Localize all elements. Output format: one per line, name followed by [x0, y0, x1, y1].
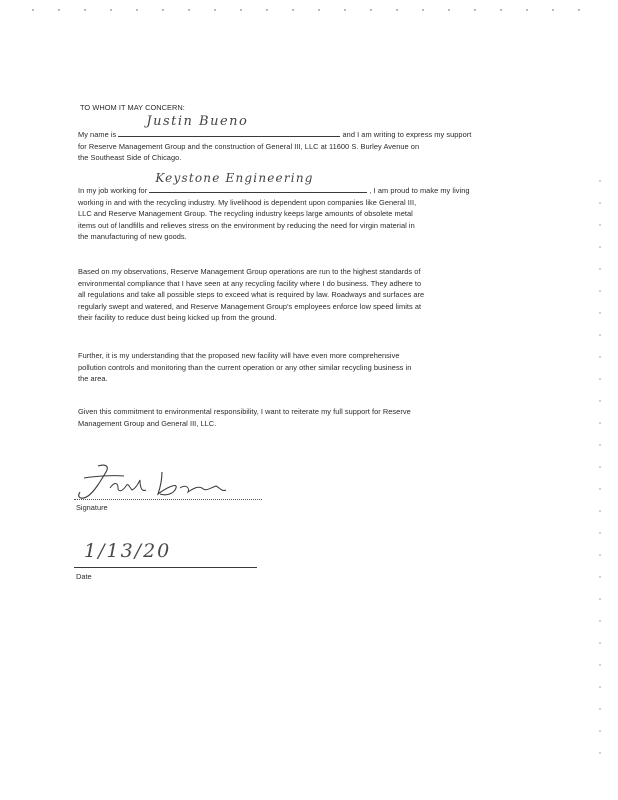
employment-line-1-suffix: , I am proud to make my living — [369, 186, 470, 195]
observations-line: all regulations and take all possible steps to exceed what is required by law. Roadways and surfaces are — [78, 290, 425, 300]
observations-line: their facility to reduce dust being kicked up from the ground. — [78, 313, 277, 323]
date-handwritten: 1/13/20 — [84, 540, 172, 562]
date-line — [74, 567, 257, 568]
observations-line: environmental compliance that I have seen at any recycling facility where I do business. They adhere to — [78, 278, 422, 288]
date-label: Date — [76, 572, 92, 581]
paragraph-observations — [78, 266, 518, 324]
signature-label: Signature — [76, 503, 108, 512]
paragraph-intro — [78, 114, 518, 164]
intro-line-1 — [78, 114, 518, 141]
intro-line-1-suffix: and I am writing to express my support — [342, 130, 472, 139]
understanding-line: Further, it is my understanding that the proposed new facility will have even more comprehensive — [78, 351, 400, 360]
observations-line: Based on my observations, Reserve Management Group operations are run to the highest standards of — [78, 267, 421, 276]
paragraph-understanding — [78, 350, 518, 385]
paragraph-closing — [78, 406, 518, 429]
paragraph-employment — [78, 171, 518, 243]
signature-line — [74, 499, 262, 500]
employer-prefix: In my job working for — [78, 186, 148, 195]
employment-line-1 — [78, 171, 518, 197]
salutation: TO WHOM IT MAY CONCERN: — [80, 103, 185, 112]
scan-artifact-right — [598, 170, 602, 770]
closing-line: Given this commitment to environmental responsibility, I want to reiterate my full support for Reserve — [78, 407, 411, 416]
understanding-line: the area. — [78, 374, 108, 384]
employment-line-4: items out of landfills and relieves stress on the environment by reducing the need for virgin material in — [78, 220, 415, 230]
name-prefix: My name is — [78, 130, 117, 139]
name-handwritten: Justin Bueno — [146, 114, 249, 129]
intro-line-2: for Reserve Management Group and the construction of General III, LLC at 11600 S. Burley Avenue on — [78, 141, 420, 151]
employment-line-3: LLC and Reserve Management Group. The recycling industry keeps large amounts of obsolete metal — [78, 209, 413, 219]
understanding-line: pollution controls and monitoring than the current operation or any other similar recycling business in — [78, 362, 412, 372]
employment-line-5: the manufacturing of new goods. — [78, 232, 187, 242]
employer-field — [149, 171, 367, 193]
closing-line: Management Group and General III, LLC. — [78, 418, 217, 428]
observations-line: regularly swept and watered, and Reserve Management Group's employees enforce low speed limits at — [78, 301, 422, 311]
employment-line-2: working in and with the recycling industry. My livelihood is dependent upon companies like General III, — [78, 197, 417, 207]
intro-line-3: the Southeast Side of Chicago. — [78, 153, 182, 163]
employer-handwritten: Keystone Engineering — [155, 171, 314, 185]
name-field — [118, 114, 340, 137]
scan-artifact-top — [20, 8, 580, 12]
